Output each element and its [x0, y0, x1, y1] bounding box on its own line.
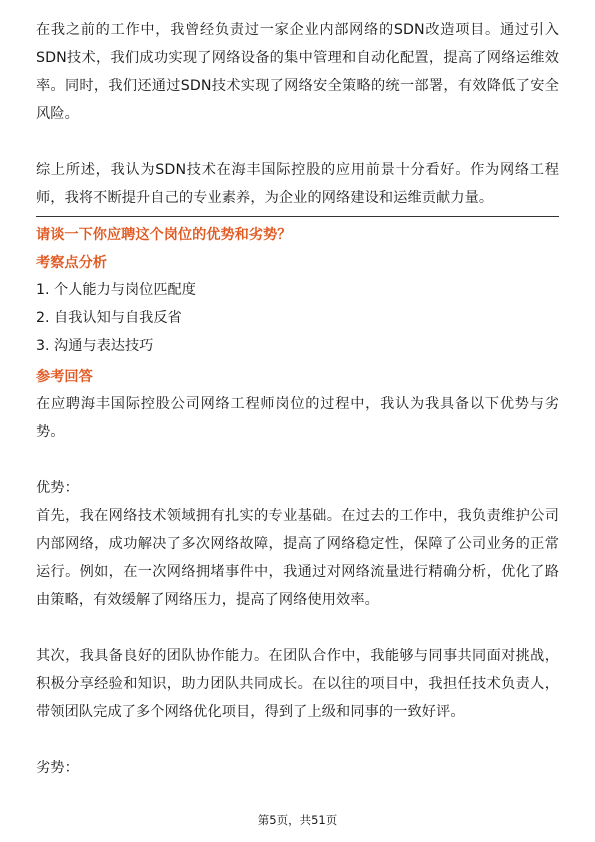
analysis-item: 3. 沟通与表达技巧 [36, 338, 154, 354]
page-footer: 第5页，共51页 [257, 813, 338, 827]
analysis-item: 2. 自我认知与自我反省 [36, 310, 182, 326]
paragraph-spacer [36, 726, 559, 754]
answer-paragraph-3: 其次，我具备良好的团队协作能力。在团队合作中，我能够与同事共同面对挑战，积极分享经验和知识，助力团队共同成长。在以往的项目中，我担任技术负责人，带领团队完成了多个网络优化项目，得到了上级和同事的一致好评。 [36, 648, 559, 720]
intro-paragraph-2: 综上所述，我认为SDN技术在海丰国际控股的应用前景十分看好。作为网络工程师，我将不断提升自己的专业素养，为企业的网络建设和运维贡献力量。 [36, 162, 559, 206]
paragraph-spacer [36, 128, 559, 156]
section-divider [36, 216, 559, 217]
answer-label: 参考回答 [36, 369, 93, 385]
analysis-item: 1. 个人能力与岗位匹配度 [36, 282, 196, 298]
answer-paragraph-1: 在应聘海丰国际控股公司网络工程师岗位的过程中，我认为我具备以下优势与劣势。 [36, 396, 559, 440]
analysis-label: 考察点分析 [36, 255, 107, 271]
page-content [36, 16, 559, 782]
paragraph-spacer [36, 614, 559, 642]
strengths-label: 优势： [36, 480, 79, 496]
answer-paragraph-2: 首先，我在网络技术领域拥有扎实的专业基础。在过去的工作中，我负责维护公司内部网络，成功解决了多次网络故障，提高了网络稳定性，保障了公司业务的正常运行。例如，在一次网络拥堵事件中，我通过对网络流量进行精确分析，优化了路由策略，有效缓解了网络压力，提高了网络使用效率。 [36, 508, 559, 608]
weaknesses-label: 劣势： [36, 760, 79, 776]
intro-paragraph-1: 在我之前的工作中，我曾经负责过一家企业内部网络的SDN改造项目。通过引入SDN技术，我们成功实现了网络设备的集中管理和自动化配置，提高了网络运维效率。同时，我们还通过SDN技术实现了网络安全策略的统一部署，有效降低了安全风险。 [36, 22, 559, 122]
question-heading: 请谈一下你应聘这个岗位的优势和劣势？ [36, 227, 292, 243]
paragraph-spacer [36, 446, 559, 474]
